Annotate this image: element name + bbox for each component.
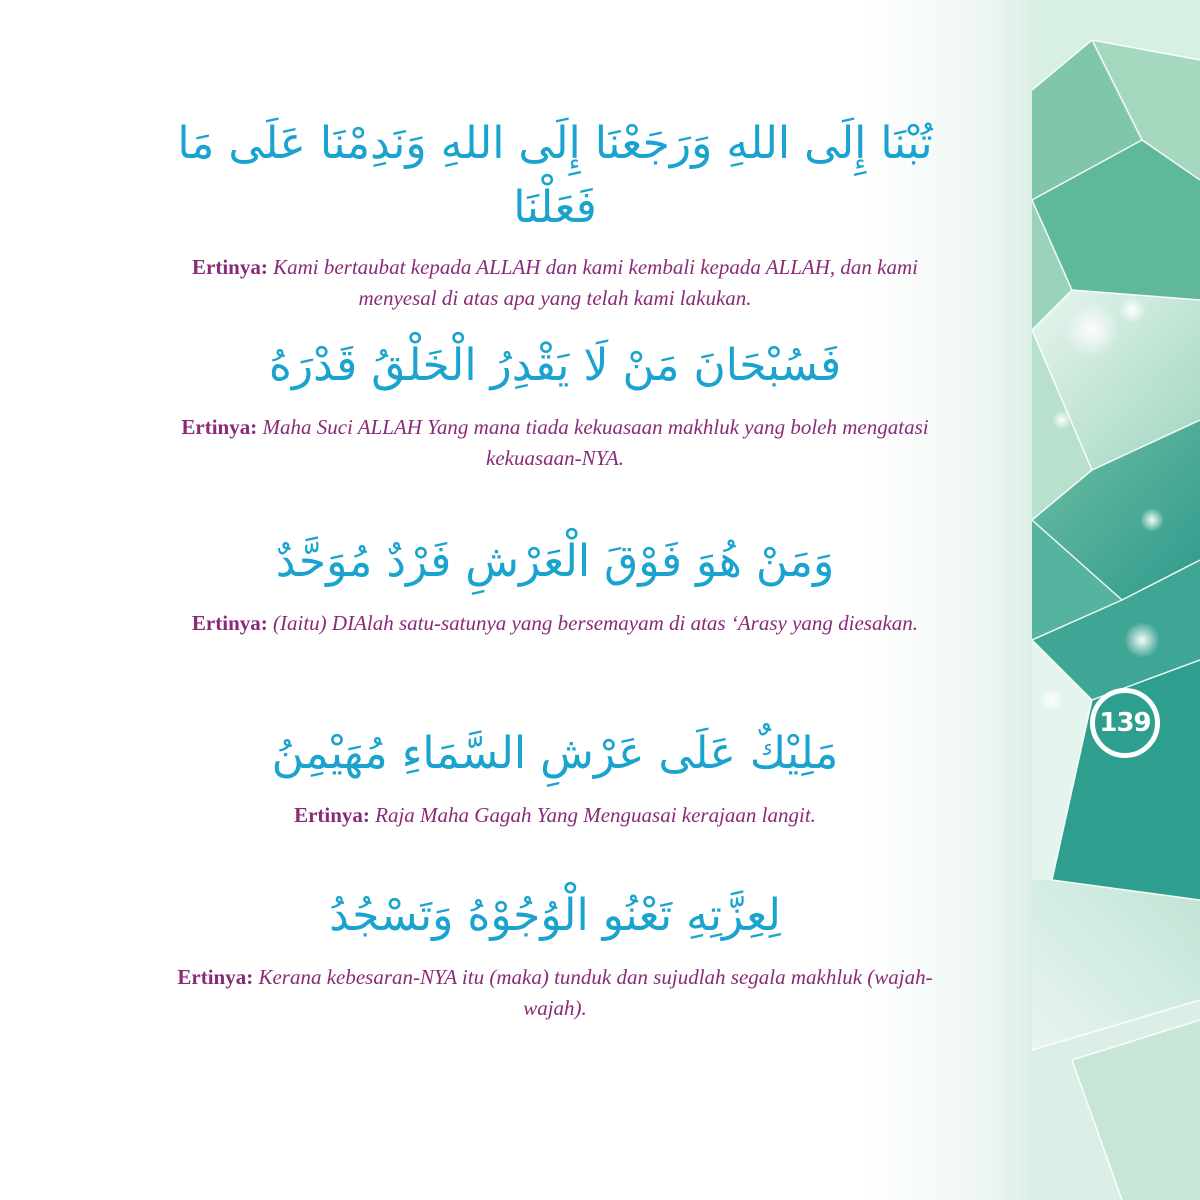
arabic-verse: تُبْنَا إِلَى اللهِ وَرَجَعْنَا إِلَى اللهِ وَنَدِمْنَا عَلَى مَا فَعَلْنَا (177, 118, 933, 233)
decorative-crystal-panel (1032, 0, 1200, 1200)
translation-label: Ertinya: (181, 415, 258, 439)
prayer-content (150, 0, 960, 1200)
verse-translation (150, 608, 960, 639)
verse-block (150, 334, 960, 474)
verse-block (150, 722, 960, 831)
translation-text: Maha Suci ALLAH Yang mana tiada kekuasaan makhluk yang boleh mengatasi kekuasaan-NYA. (262, 415, 929, 470)
page-number-badge (1090, 688, 1160, 758)
crystal-pattern-graphic (1032, 0, 1200, 1200)
translation-text: Kerana kebesaran-NYA itu (maka) tunduk dan sujudlah segala makhluk (wajah-wajah). (258, 965, 933, 1020)
verse-translation (150, 962, 960, 1024)
arabic-verse: وَمَنْ هُوَ فَوْقَ الْعَرْشِ فَرْدٌ مُوَحَّدٌ (275, 536, 835, 587)
arabic-verse: لِعِزَّتِهِ تَعْنُو الْوُجُوْهُ وَتَسْجُدُ (329, 890, 781, 941)
translation-label: Ertinya: (191, 611, 268, 635)
translation-label: Ertinya: (192, 255, 268, 279)
translation-text: Raja Maha Gagah Yang Menguasai kerajaan langit. (375, 803, 816, 827)
translation-text: Kami bertaubat kepada ALLAH dan kami kembali kepada ALLAH, dan kami menyesal di atas apa yang telah kami lakukan. (273, 255, 918, 310)
verse-translation (150, 412, 960, 474)
verse-block (150, 530, 960, 639)
verse-block (150, 112, 960, 314)
verse-block (150, 884, 960, 1024)
arabic-verse: مَلِيْكٌ عَلَى عَرْشِ السَّمَاءِ مُهَيْمِنُ (271, 728, 839, 779)
translation-text: (Iaitu) DIAlah satu-satunya yang bersemayam di atas ‘Arasy yang diesakan. (273, 611, 919, 635)
translation-label: Ertinya: (177, 965, 254, 989)
verse-translation (150, 252, 960, 314)
arabic-verse: فَسُبْحَانَ مَنْ لَا يَقْدِرُ الْخَلْقُ قَدْرَهُ (268, 340, 842, 391)
page-number: 139 (1099, 708, 1151, 738)
verse-translation (150, 800, 960, 831)
translation-label: Ertinya: (294, 803, 370, 827)
